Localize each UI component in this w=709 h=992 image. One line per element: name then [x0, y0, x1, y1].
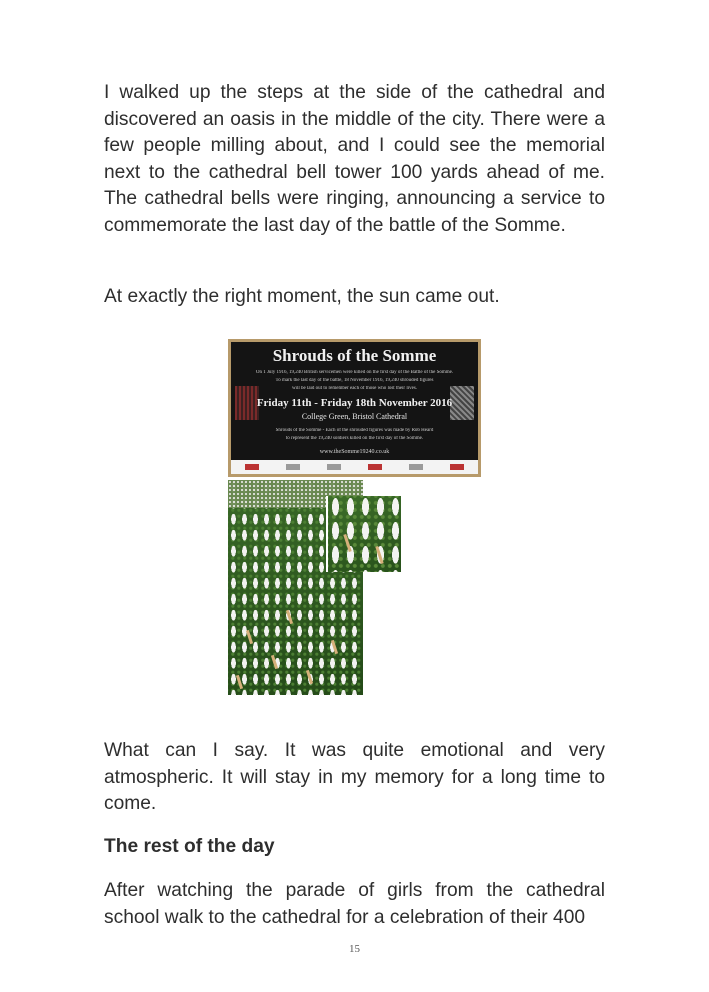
sign-intro-line: will be laid out to remember each of those who lost their lives.: [291, 386, 418, 391]
stake: [331, 640, 338, 654]
page-number: 15: [349, 943, 360, 955]
stake: [286, 610, 293, 624]
sponsor-logos: [231, 460, 478, 474]
logo-icon: [450, 464, 464, 470]
sign-intro: On 1 July 1916, 19,240 British servicemen were killed on the first day of the Battle of the Somme.: [255, 370, 454, 375]
stake: [246, 630, 253, 644]
sign-title: Shrouds of the Somme: [272, 346, 437, 365]
stake: [236, 675, 243, 689]
sign-venue: College Green, Bristol Cathedral: [301, 412, 408, 421]
sign-intro-line: To mark the last day of the battle, 18 November 1916, 19,240 shrouded figures: [275, 378, 434, 383]
shrouds-sign-photo: [228, 339, 481, 477]
logo-icon: [286, 464, 300, 470]
sign-url: www.theSomme19240.co.uk: [319, 449, 390, 455]
stake: [343, 534, 351, 552]
stake: [375, 546, 383, 564]
logo-icon: [409, 464, 423, 470]
stake: [306, 670, 313, 684]
sign-body: Shrouds of the Somme - Each of the shrouded figures was made by Rob Heard: [275, 428, 434, 433]
section-heading: The rest of the day: [104, 836, 275, 857]
shrouds-closeup-photo: [326, 496, 401, 572]
sign-dates: Friday 11th - Friday 18th November 2016: [256, 397, 453, 409]
stake: [271, 655, 278, 669]
body-paragraph: After watching the parade of girls from the cathedral school walk to the cathedral for a celebration of their 400: [104, 880, 605, 928]
logo-icon: [245, 464, 259, 470]
sign-board: [231, 342, 478, 474]
body-paragraph: What can I say. It was quite emotional and very atmospheric. It will stay in my memory for a long time to come.: [104, 740, 605, 815]
logo-icon: [368, 464, 382, 470]
body-paragraph: I walked up the steps at the side of the cathedral and discovered an oasis in the middle of the city. There were a few people milling about, and I could see the memorial next to the cathedral bell tower 100 yards ahead of me. The cathedral bells were ringing, announcing a service to commemorate the last day of the battle of the Somme.: [104, 82, 605, 236]
sign-body-line: to represent the 19,240 soldiers killed on the first day of the Somme.: [285, 436, 424, 441]
logo-icon: [327, 464, 341, 470]
body-paragraph: At exactly the right moment, the sun came out.: [104, 286, 500, 307]
